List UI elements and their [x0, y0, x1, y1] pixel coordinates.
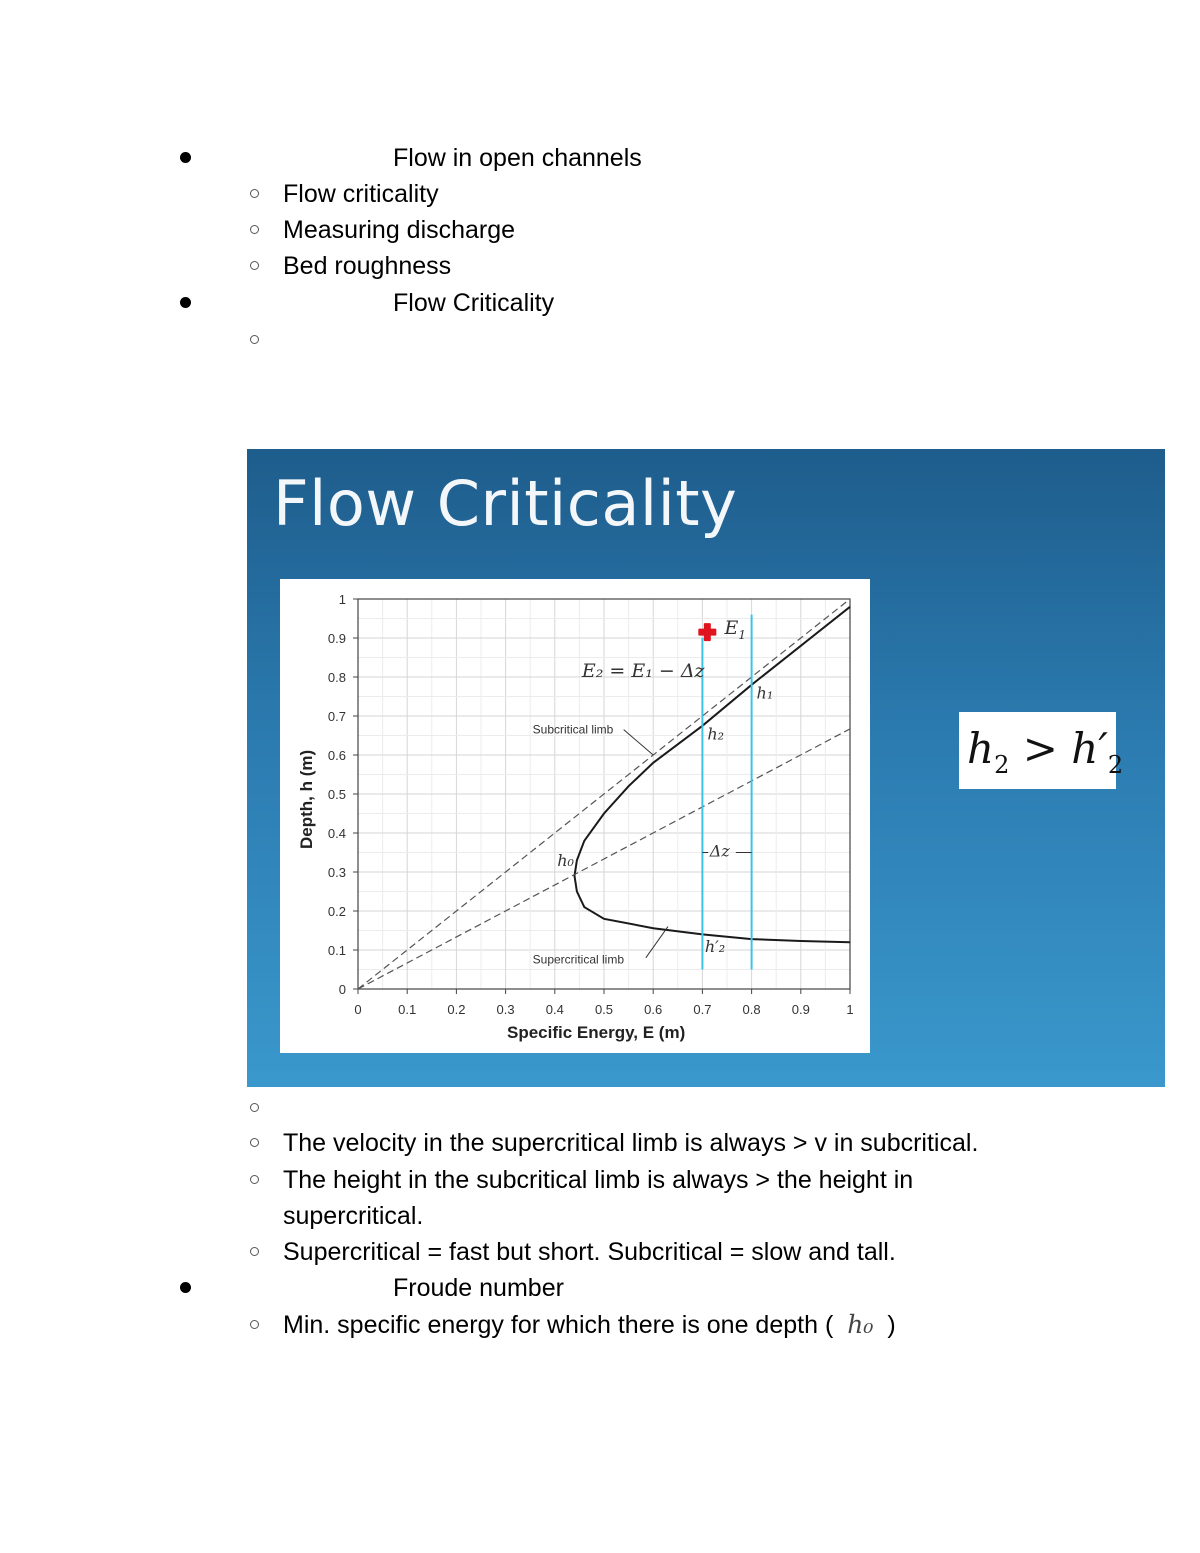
x-tick-label: 0: [354, 1002, 362, 1017]
outline-subitem-text: Bed roughness: [283, 252, 452, 280]
x-tick-label: 0.5: [594, 1002, 614, 1017]
hollow-bullet-icon: [250, 1175, 259, 1184]
y-tick-label: 0: [338, 982, 346, 997]
y-tick-label: 0.1: [327, 943, 346, 958]
outline-subitem-text: The height in the subcritical limb is always > the height in: [283, 1166, 914, 1194]
y-tick-label: 0.9: [327, 631, 346, 646]
h2-prime-label: h′₂: [704, 936, 726, 956]
hollow-bullet-icon: [250, 261, 259, 270]
froude-text: Min. specific energy for which there is one depth (: [283, 1311, 834, 1339]
e1-label: $E_1$: [724, 617, 747, 643]
cross-bar-v: [704, 623, 711, 641]
subcritical-limb-label: Subcritical limb: [532, 722, 614, 737]
delta-z-label: Δz: [709, 841, 730, 861]
y-tick-label: 0.6: [327, 748, 346, 763]
outline-item-text: Flow Criticality: [393, 289, 555, 317]
x-tick-label: 0.6: [644, 1002, 663, 1017]
x-tick-label: 0.4: [545, 1002, 564, 1017]
bullet-icon: [180, 152, 191, 163]
slide-title: Flow Criticality: [273, 467, 738, 540]
hollow-bullet-icon: [250, 1247, 259, 1256]
outline-subitem-text: Measuring discharge: [283, 216, 516, 244]
equation: $h_2 > h'_2$: [967, 724, 1124, 779]
x-tick-label: 0.9: [791, 1002, 810, 1017]
outline-subitem-text: supercritical.: [283, 1202, 424, 1230]
chart-panel: [280, 579, 870, 1053]
y-tick-label: 0.5: [327, 787, 346, 802]
x-tick-label: 1: [846, 1002, 854, 1017]
h0-symbol: h₀: [847, 1310, 874, 1339]
y-tick-label: 0.4: [327, 826, 346, 841]
y-tick-label: 0.2: [327, 904, 346, 919]
bullet-icon: [180, 1282, 191, 1293]
hollow-bullet-icon: [250, 1138, 259, 1147]
hollow-bullet-icon: [250, 189, 259, 198]
specific-energy-chart: [280, 579, 870, 1053]
y-tick-label: 0.3: [327, 865, 346, 880]
x-tick-label: 0.2: [447, 1002, 466, 1017]
equation-box: [959, 712, 1124, 789]
e2-equation: E₂ = E₁ − Δz: [581, 660, 705, 682]
h0-label: h₀: [557, 851, 574, 871]
outline-item-text: Flow in open channels: [393, 144, 642, 172]
h2-label: h₂: [707, 724, 725, 744]
hollow-bullet-icon: [250, 1320, 259, 1329]
outline-item-text: Froude number: [393, 1274, 564, 1302]
x-tick-label: 0.3: [496, 1002, 515, 1017]
x-tick-label: 0.1: [398, 1002, 417, 1017]
supercritical-leader: [646, 927, 668, 958]
hollow-bullet-icon: [250, 225, 259, 234]
bullet-icon: [180, 297, 191, 308]
outline-subitem-text: [283, 1310, 896, 1340]
y-tick-label: 1: [338, 592, 346, 607]
y-tick-label: 0.8: [327, 670, 346, 685]
slide-image: [247, 449, 1165, 1087]
hollow-bullet-icon: [250, 1103, 259, 1112]
h1-label: h₁: [756, 683, 774, 703]
hollow-bullet-icon: [250, 335, 259, 344]
closing-paren: ): [887, 1311, 896, 1339]
supercritical-limb-label: Supercritical limb: [532, 952, 625, 967]
y-tick-label: 0.7: [327, 709, 346, 724]
outline-subitem-text: The velocity in the supercritical limb is always > v in subcritical.: [283, 1129, 979, 1157]
x-tick-label: 0.8: [742, 1002, 761, 1017]
y-axis-label: Depth, h (m): [297, 749, 316, 849]
x-tick-label: 0.7: [693, 1002, 712, 1017]
outline-subitem-text: Flow criticality: [283, 180, 439, 208]
x-axis-label: Specific Energy, E (m): [507, 1023, 686, 1042]
outline-subitem-text: Supercritical = fast but short. Subcritical = slow and tall.: [283, 1238, 896, 1266]
